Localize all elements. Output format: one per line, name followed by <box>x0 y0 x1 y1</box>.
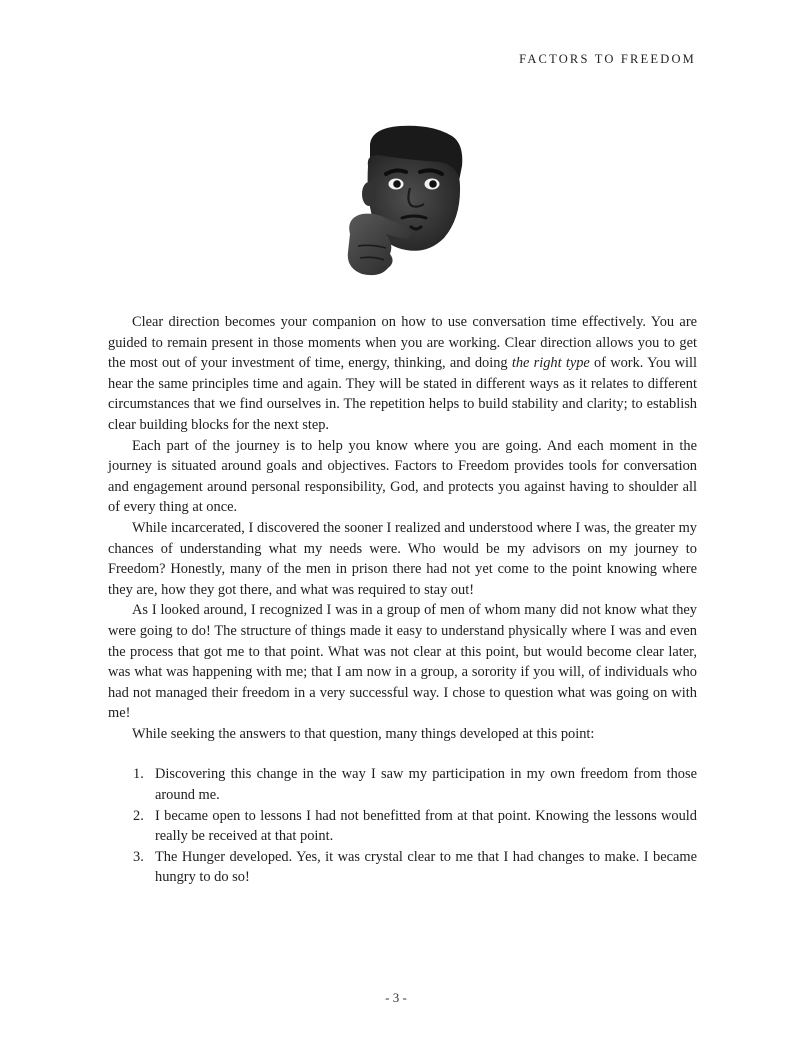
paragraph-1: Clear direction becomes your companion on how to use conversation time effectively. You are guided to remain present in those moments when you are working. Clear direction allows you to get the most out of your investment of time, energy, thinking, and doing the right type of work. You will hear the same principles time and again. They will be stated in different ways as it relates to different circumstances that we find ourselves in. The repetition helps to build stability and clarity; to establish clear building blocks for the next step. <box>108 314 698 433</box>
list-item-text: I became open to lessons I had not benefitted from at that point. Knowing the lessons would really be received at that point. <box>155 807 697 845</box>
paragraph-5: While seeking the answers to that question, many things developed at this point: <box>132 725 595 742</box>
list-item-number: 2. <box>133 807 144 824</box>
paragraph-3: While incarcerated, I discovered the sooner I realized and understood where I was, the greater my chances of understanding what my needs were. Who would be my advisors on my journey to Freedom? Honestly, many of the men in prison there had not yet come to the point knowing where they are, how they got there, and what was required to stay out! <box>108 519 697 598</box>
list-item-number: 1. <box>133 766 144 783</box>
numbered-list <box>108 764 697 888</box>
list-item-text: Discovering this change in the way I saw my participation in my own freedom from those around me. <box>155 766 697 804</box>
list-item-number: 3. <box>133 848 144 865</box>
running-head-title: FACTORS TO FREEDOM <box>519 52 696 66</box>
emphasis-text: the right type <box>511 355 590 372</box>
list-item <box>108 806 697 847</box>
list-item <box>108 847 697 888</box>
list-item-text: The Hunger developed. Yes, it was crystal clear to me that I had changes to make. I became hungry to do so! <box>155 848 697 886</box>
list-item <box>108 764 697 805</box>
thinking-man-emoji-icon <box>340 122 470 282</box>
paragraph-2: Each part of the journey is to help you know where you are going. And each moment in the journey is situated around goals and objectives. Factors to Freedom provides tools for conversation and engagement around personal responsibility, God, and protects you against having to shoulder all of every thing at once. <box>108 437 697 516</box>
paragraph-4: As I looked around, I recognized I was in a group of men of whom many did not know what they were going to do! The structure of things made it easy to understand physically where I was and even the process that got me to that point. What was not clear at this point, but would become clear later, was what was happening with me; that I am now in a group, a sorority if you will, of individuals who had not managed their freedom in a very successful way. I chose to question what was going on with me! <box>108 602 697 722</box>
body-text <box>108 312 697 888</box>
page-number: - 3 - <box>385 990 407 1005</box>
